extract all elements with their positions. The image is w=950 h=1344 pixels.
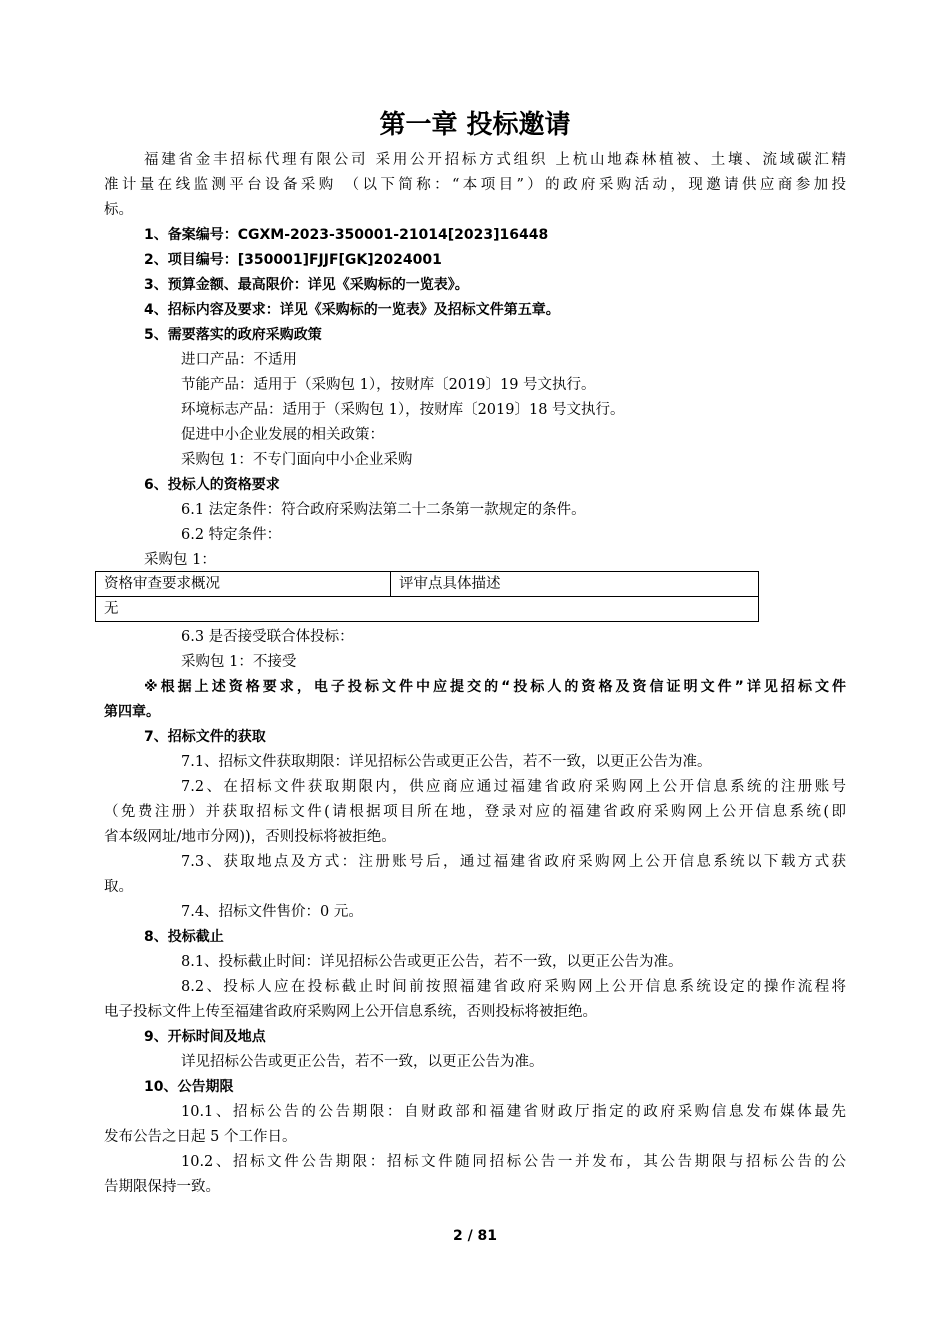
notice-10-2-line-2: 告期限保持一致。	[104, 1179, 220, 1195]
obtain-7-4: 7.4、招标文件售价：0 元。	[181, 904, 363, 920]
intro-line-2: 准计量在线监测平台设备采购 （以下简称：“本项目”）的政府采购活动，现邀请供应商参加投	[104, 177, 846, 193]
budget-line: 3、预算金额、最高限价：详见《采购标的一览表》。	[144, 277, 469, 293]
table-header-cell: 评审点具体描述	[391, 572, 759, 597]
policy-sme-package: 采购包 1：不专门面向中小企业采购	[181, 452, 413, 468]
qualification-6-1: 6.1 法定条件：符合政府采购法第二十二条第一款规定的条件。	[181, 502, 586, 518]
opening-text: 详见招标公告或更正公告，若不一致，以更正公告为准。	[181, 1054, 544, 1070]
policy-import: 进口产品：不适用	[181, 352, 297, 368]
intro-line-1: 福建省金丰招标代理有限公司 采用公开招标方式组织 上杭山地森林植被、土壤、流域碳汇精	[144, 152, 846, 168]
policy-energy: 节能产品：适用于（采购包 1），按财库〔2019〕19 号文执行。	[181, 377, 596, 393]
qualification-heading: 6、投标人的资格要求	[144, 477, 280, 493]
notice-10-1-line-2: 发布公告之日起 5 个工作日。	[104, 1129, 297, 1145]
notice-heading: 10、公告期限	[144, 1079, 234, 1095]
note-line-1: ※根据上述资格要求，电子投标文件中应提交的“投标人的资格及资信证明文件”详见招标文件	[144, 679, 846, 695]
obtain-7-3-line-1: 7.3、获取地点及方式：注册账号后，通过福建省政府采购网上公开信息系统以下载方式获	[181, 854, 846, 870]
project-number: 2、项目编号：[350001]FJJF[GK]2024001	[144, 252, 442, 268]
content-line: 4、招标内容及要求：详见《采购标的一览表》及招标文件第五章。	[144, 302, 560, 318]
obtain-heading: 7、招标文件的获取	[144, 729, 266, 745]
obtain-7-3-line-2: 取。	[104, 879, 133, 895]
qualification-table	[95, 571, 759, 622]
notice-10-2-line-1: 10.2、招标文件公告期限：招标文件随同招标公告一并发布，其公告期限与招标公告的公	[181, 1154, 846, 1170]
opening-heading: 9、开标时间及地点	[144, 1029, 266, 1045]
note-line-2: 第四章。	[104, 704, 160, 720]
chapter-title: 第一章 投标邀请	[379, 110, 571, 140]
obtain-7-2-line-3: 省本级网址/地市分网))，否则投标将被拒绝。	[104, 829, 396, 845]
deadline-heading: 8、投标截止	[144, 929, 224, 945]
table-header-row	[96, 572, 759, 597]
obtain-7-1: 7.1、招标文件获取期限：详见招标公告或更正公告，若不一致，以更正公告为准。	[181, 754, 712, 770]
obtain-7-2-line-2: （免费注册）并获取招标文件(请根据项目所在地，登录对应的福建省政府采购网上公开信息系统(即	[104, 804, 846, 820]
obtain-7-2-line-1: 7.2、在招标文件获取期限内，供应商应通过福建省政府采购网上公开信息系统的注册账号	[181, 779, 846, 795]
joint-bid-line: 6.3 是否接受联合体投标：	[181, 629, 354, 645]
qualification-package: 采购包 1：	[144, 552, 216, 568]
intro-line-3: 标。	[104, 202, 133, 218]
filing-number: 1、备案编号：CGXM-2023-350001-21014[2023]16448	[144, 227, 549, 243]
table-row	[96, 597, 759, 622]
qualification-6-2: 6.2 特定条件：	[181, 527, 282, 543]
notice-10-1-line-1: 10.1、招标公告的公告期限：自财政部和福建省财政厅指定的政府采购信息发布媒体最先	[181, 1104, 846, 1120]
policy-environment: 环境标志产品：适用于（采购包 1），按财库〔2019〕18 号文执行。	[181, 402, 625, 418]
table-header-cell: 资格审查要求概况	[96, 572, 391, 597]
deadline-8-1: 8.1、投标截止时间：详见招标公告或更正公告，若不一致，以更正公告为准。	[181, 954, 683, 970]
page-number: 2 / 81	[452, 1228, 498, 1244]
joint-bid-package: 采购包 1：不接受	[181, 654, 297, 670]
deadline-8-2-line-1: 8.2、投标人应在投标截止时间前按照福建省政府采购网上公开信息系统设定的操作流程将	[181, 979, 846, 995]
policy-sme: 促进中小企业发展的相关政策：	[181, 427, 384, 443]
policy-heading: 5、需要落实的政府采购政策	[144, 327, 322, 343]
table-cell: 无	[96, 597, 759, 622]
deadline-8-2-line-2: 电子投标文件上传至福建省政府采购网上公开信息系统，否则投标将被拒绝。	[104, 1004, 597, 1020]
